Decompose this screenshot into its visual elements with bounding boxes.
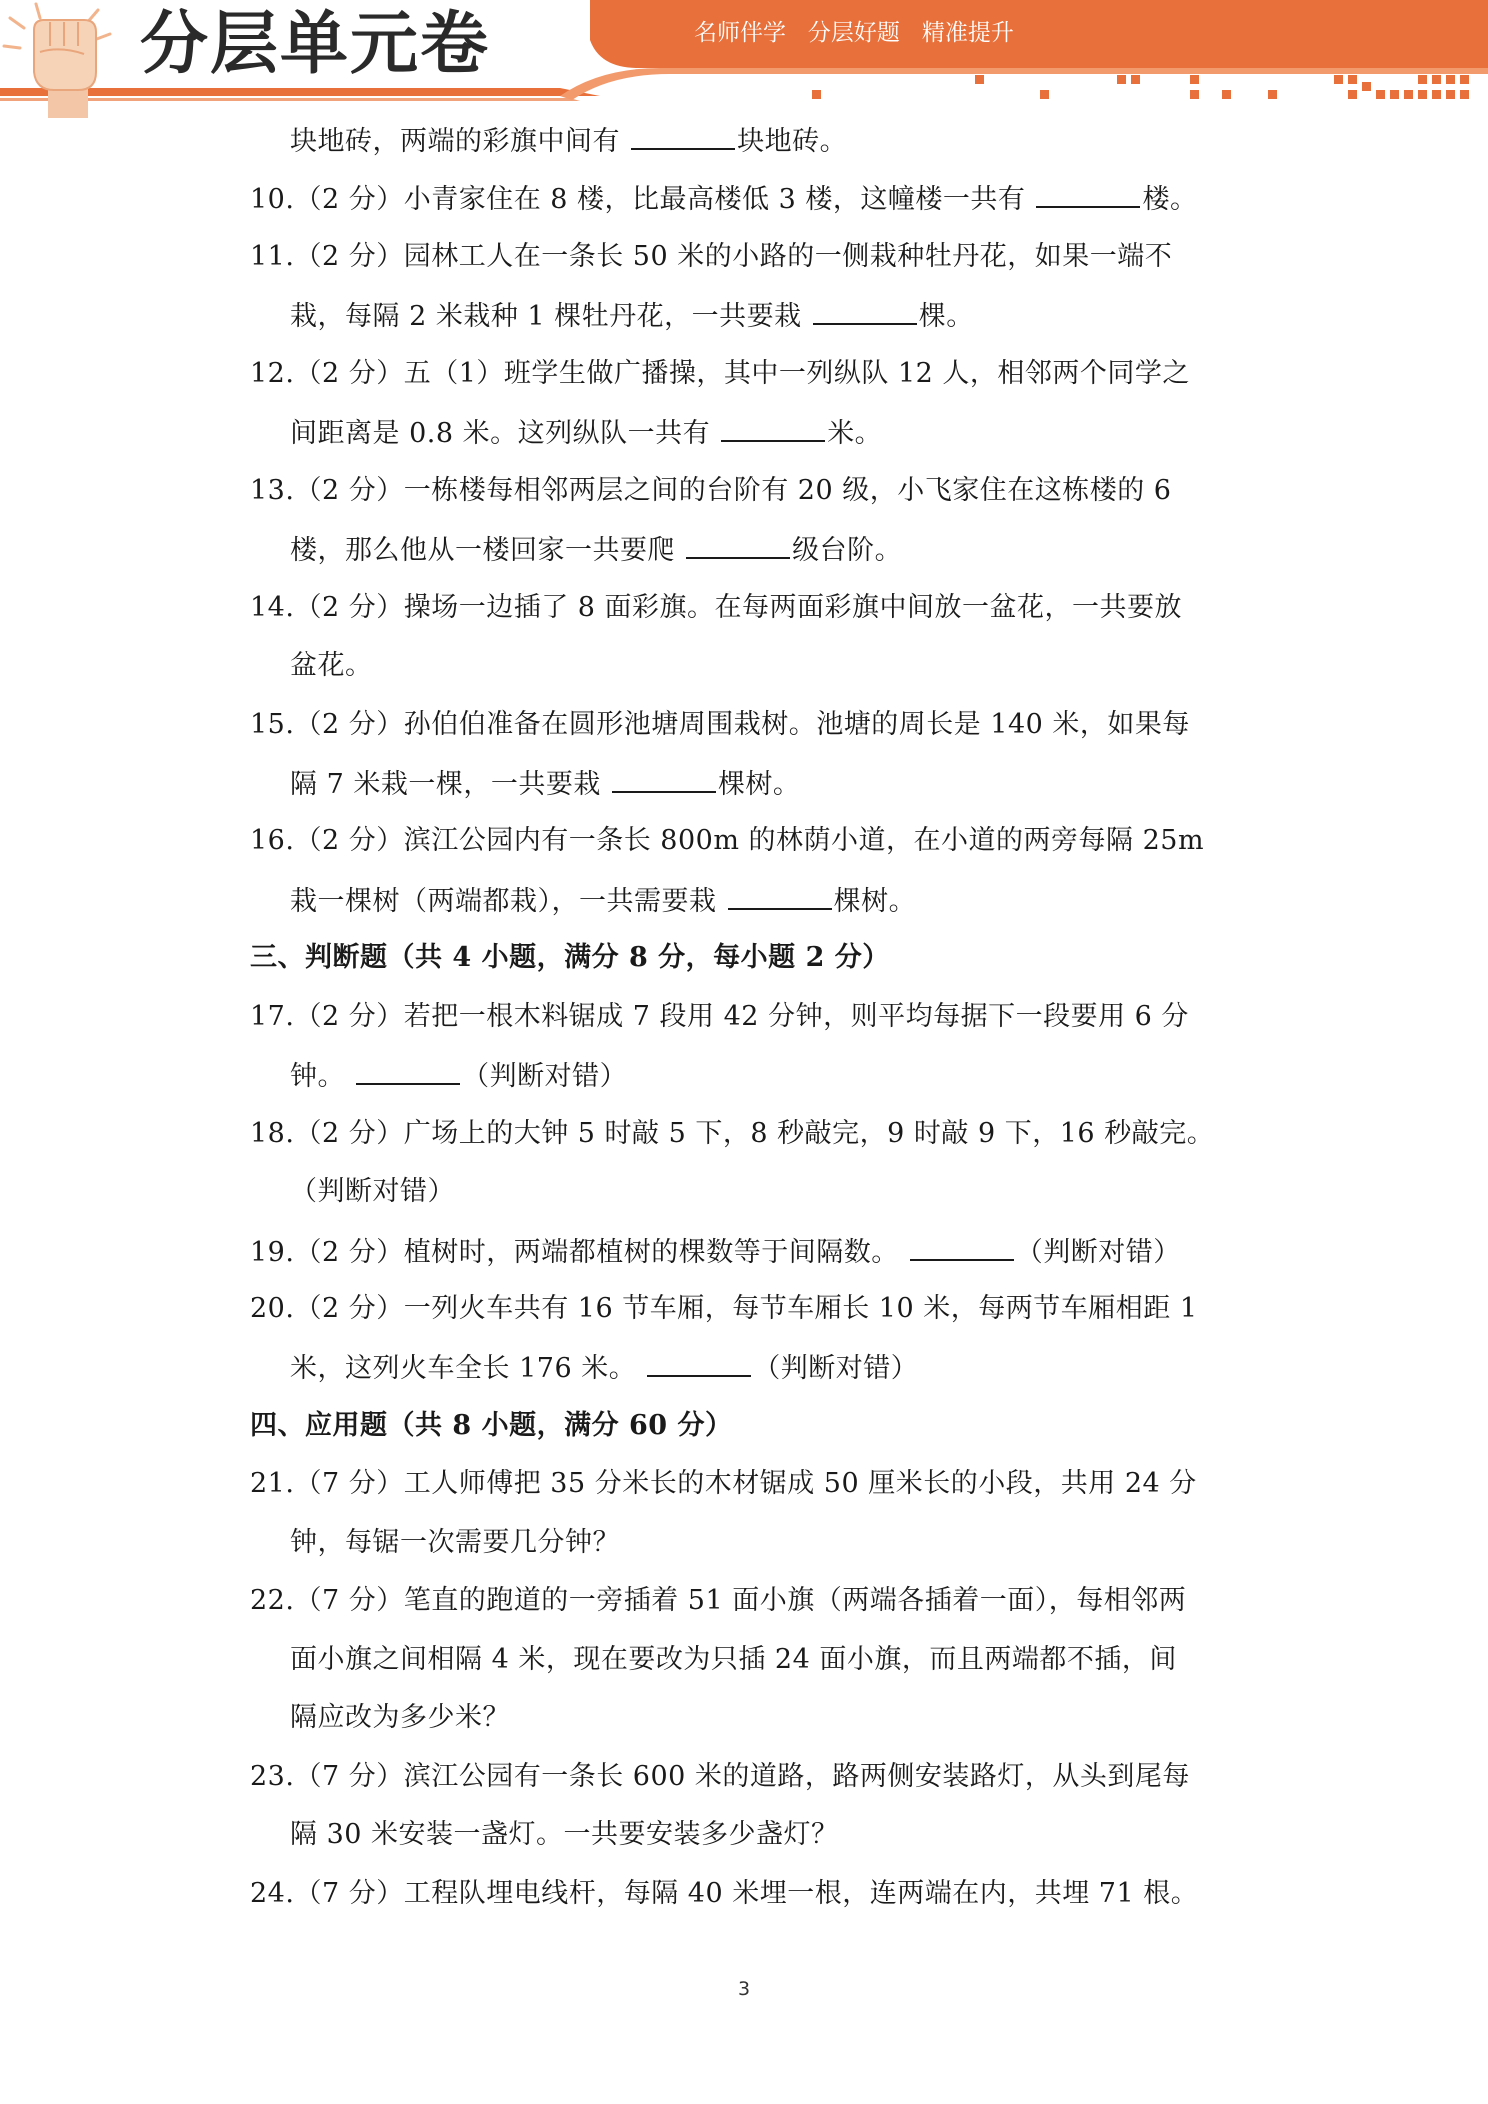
question-continuation: [290, 882, 916, 920]
line-text: 米，这列火车全长 176 米。: [290, 1353, 646, 1385]
line-text-suffix: 楼。: [1142, 184, 1198, 216]
line-text: 隔应改为多少米？: [290, 1702, 510, 1734]
answer-blank[interactable]: [647, 1349, 751, 1377]
question-line: [250, 823, 1204, 859]
line-text-suffix: 棵树。: [833, 885, 917, 917]
line-text-suffix: 级台阶。: [792, 535, 903, 567]
line-text: 隔 30 米安装一盏灯。一共要安装多少盏灯？: [290, 1819, 839, 1851]
question-continuation: [290, 1642, 1177, 1678]
line-text: 17.（2 分）若把一根木料锯成 7 段用 42 分钟，则平均每据下一段要用 6 分: [250, 1000, 1189, 1032]
line-text: 14.（2 分）操场一边插了 8 面彩旗。在每两面彩旗中间放一盆花，一共要放: [250, 591, 1183, 623]
answer-blank[interactable]: [910, 1233, 1014, 1261]
line-text: 栽，每隔 2 米栽种 1 棵牡丹花，一共要栽: [290, 301, 811, 333]
question-continuation: [290, 1700, 510, 1736]
section-heading: [250, 1408, 732, 1444]
line-text: 22.（7 分）笔直的跑道的一旁插着 51 面小旗（两端各插着一面），每相邻两: [250, 1585, 1187, 1617]
question-line: [250, 1116, 1214, 1152]
brand-title: 分层单元卷: [140, 5, 491, 84]
question-line: [250, 356, 1190, 392]
question-line: [250, 999, 1189, 1035]
line-text: 15.（2 分）孙伯伯准备在圆形池塘周围栽树。池塘的周长是 140 米，如果每: [250, 708, 1190, 740]
line-text: 18.（2 分）广场上的大钟 5 时敲 5 下，8 秒敲完，9 时敲 9 下，16 秒敲完。: [250, 1117, 1215, 1149]
line-text: 23.（7 分）滨江公园有一条长 600 米的道路，路两侧安装路灯，从头到尾每: [250, 1760, 1190, 1792]
question-line: [250, 239, 1172, 275]
question-continuation: [290, 1057, 627, 1095]
question-continuation: [290, 765, 800, 803]
line-text-suffix: 棵树。: [717, 768, 801, 800]
line-text: 隔 7 米栽一棵，一共要栽: [290, 768, 610, 800]
question-continuation: [290, 1174, 455, 1210]
answer-blank[interactable]: [612, 765, 716, 793]
answer-blank[interactable]: [631, 122, 735, 150]
header-slogan: 名师伴学 分层好题 精准提升: [694, 20, 1014, 46]
question-continuation: [290, 648, 373, 684]
answer-blank[interactable]: [356, 1057, 460, 1085]
question-line: [250, 590, 1182, 626]
line-text-suffix: 棵。: [918, 301, 974, 333]
question-continuation: [290, 414, 882, 452]
question-line: [250, 1876, 1198, 1912]
question-continuation: [290, 122, 847, 160]
line-text: 11.（2 分）园林工人在一条长 50 米的小路的一侧栽种牡丹花，如果一端不: [250, 240, 1173, 272]
line-text: 间距离是 0.8 米。这列纵队一共有: [290, 418, 720, 450]
line-text: 16.（2 分）滨江公园内有一条长 800m 的林荫小道，在小道的两旁每隔 25m: [250, 825, 1205, 857]
question-line: [250, 1583, 1186, 1619]
question-line: [250, 1759, 1190, 1795]
line-text: 24.（7 分）工程队埋电线杆，每隔 40 米埋一根，连两端在内，共埋 71 根。: [250, 1877, 1199, 1909]
question-continuation: [290, 1349, 918, 1387]
section-heading: [250, 940, 890, 976]
line-text-suffix: （判断对错）: [462, 1061, 628, 1093]
line-text-suffix: （判断对错）: [1015, 1236, 1181, 1268]
answer-blank[interactable]: [728, 882, 832, 910]
line-text: 13.（2 分）一栋楼每相邻两层之间的台阶有 20 级，小飞家住在这栋楼的 6: [250, 474, 1172, 506]
page-header: [0, 0, 1488, 125]
line-text: 10.（2 分）小青家住在 8 楼，比最高楼低 3 楼，这幢楼一共有: [250, 184, 1035, 216]
line-text: 块地砖，两端的彩旗中间有: [290, 126, 630, 157]
line-text: 20.（2 分）一列火车共有 16 节车厢，每节车厢长 10 米，每两节车厢相距 1: [250, 1293, 1198, 1324]
question-line: [250, 1233, 1181, 1271]
line-text-suffix: 块地砖。: [737, 126, 848, 157]
line-text: （判断对错）: [290, 1176, 455, 1208]
line-text: 19.（2 分）植树时，两端都植树的棵数等于间隔数。: [250, 1236, 908, 1268]
answer-blank[interactable]: [686, 531, 790, 559]
line-text: 楼，那么他从一楼回家一共要爬: [290, 535, 685, 567]
question-continuation: [290, 1817, 839, 1853]
page-number: 3: [737, 1978, 751, 2000]
line-text: 栽一棵树（两端都栽），一共需要栽: [290, 885, 726, 917]
question-continuation: [290, 531, 902, 569]
question-line: [250, 707, 1190, 743]
line-text: 钟，每锯一次需要几分钟？: [290, 1526, 620, 1558]
question-continuation: [290, 1525, 620, 1561]
line-text-suffix: 米。: [827, 418, 883, 450]
line-text: 12.（2 分）五（1）班学生做广播操，其中一列纵队 12 人，相邻两个同学之: [250, 357, 1190, 389]
question-line: [250, 1466, 1197, 1502]
answer-blank[interactable]: [1036, 180, 1140, 208]
line-text: 盆花。: [290, 650, 373, 682]
answer-blank[interactable]: [813, 297, 917, 325]
line-text: 三、判断题（共 4 小题，满分 8 分，每小题 2 分）: [250, 942, 890, 974]
question-line: [250, 1291, 1198, 1327]
question-line: [250, 473, 1171, 509]
question-line: [250, 180, 1197, 218]
fist-icon: [0, 0, 120, 120]
line-text-suffix: （判断对错）: [753, 1353, 919, 1385]
answer-blank[interactable]: [721, 414, 825, 442]
question-continuation: [290, 297, 974, 335]
line-text: 四、应用题（共 8 小题，满分 60 分）: [250, 1409, 733, 1441]
line-text: 21.（7 分）工人师傅把 35 分米长的木材锯成 50 厘米长的小段，共用 24 分: [250, 1468, 1197, 1500]
line-text: 钟。: [290, 1061, 355, 1093]
line-text: 面小旗之间相隔 4 米，现在要改为只插 24 面小旗，而且两端都不插，间: [290, 1643, 1177, 1675]
